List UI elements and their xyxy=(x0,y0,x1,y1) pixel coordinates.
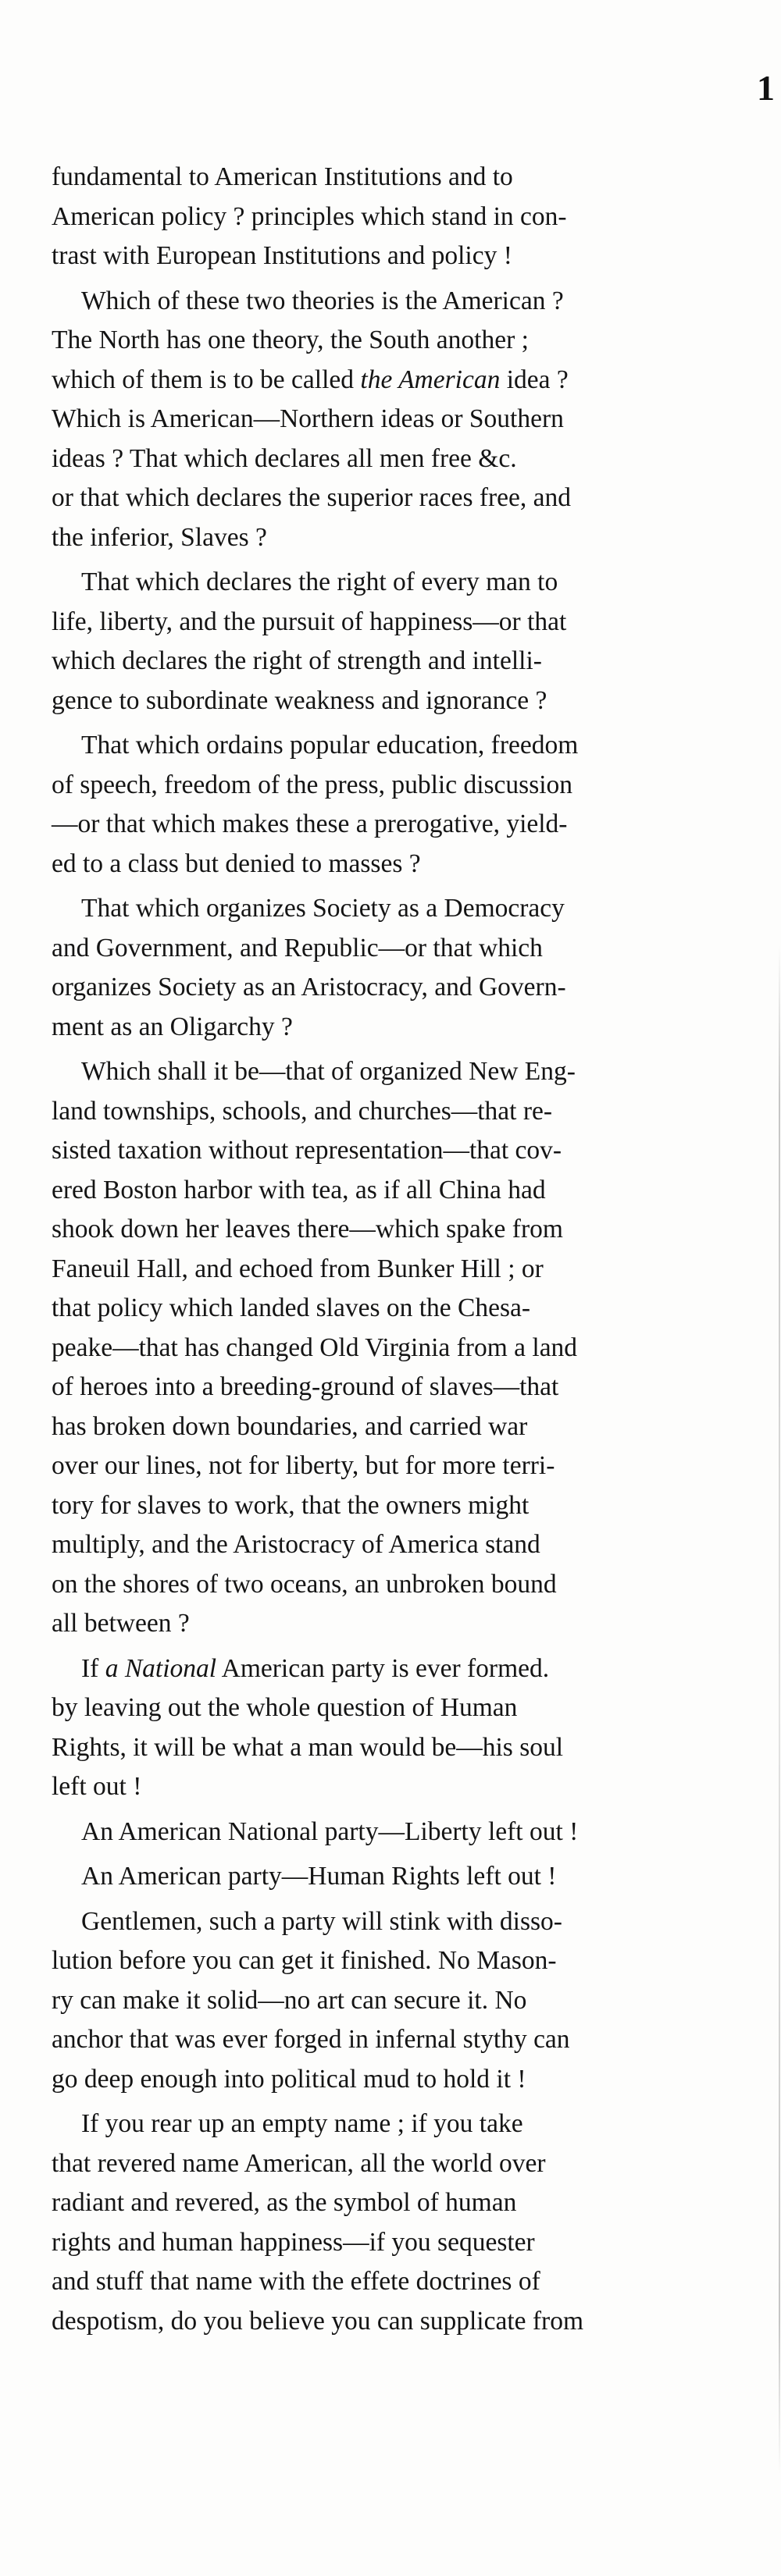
text-line: land townships, schools, and churches—that re- xyxy=(52,1096,553,1126)
text-line: organizes Society as an Aristocracy, and Govern- xyxy=(52,973,566,1002)
page-edge-shadow xyxy=(779,945,780,2475)
page-number: 1 xyxy=(757,68,775,108)
text-line: anchor that was ever forged in infernal stythy can xyxy=(52,2025,570,2054)
text-line: by leaving out the whole question of Human xyxy=(52,1693,518,1722)
text-line: ment as an Oligarchy ? xyxy=(52,1012,293,1041)
paragraph-6 xyxy=(52,1052,769,1644)
paragraph-10 xyxy=(52,1902,769,2100)
paragraph-3 xyxy=(52,563,769,720)
paragraph-4 xyxy=(52,726,769,884)
text-line: on the shores of two oceans, an unbroken bound xyxy=(52,1569,557,1599)
text-line: all between ? xyxy=(52,1609,190,1638)
text-line: of speech, freedom of the press, public discussion xyxy=(52,770,573,799)
text-line: That which declares the right of every man to xyxy=(81,568,558,596)
text-line: ideas ? That which declares all men free &c. xyxy=(52,443,517,473)
paragraph-11 xyxy=(52,2105,769,2341)
text-line: fundamental to American Institutions and to xyxy=(52,162,513,191)
text-line-with-italic: If a National American party is ever formed. xyxy=(81,1653,550,1683)
text-line: tory for slaves to work, that the owners might xyxy=(52,1490,530,1520)
text-line: and Government, and Republic—or that which xyxy=(52,933,543,962)
text-line: and stuff that name with the effete doctrines of xyxy=(52,2267,540,2296)
text-line: the inferior, Slaves ? xyxy=(52,522,267,552)
text-line: left out ! xyxy=(52,1772,142,1801)
text-line: radiant and revered, as the symbol of human xyxy=(52,2188,517,2217)
text-line: over our lines, not for liberty, but for more terri- xyxy=(52,1451,555,1480)
text-line: that policy which landed slaves on the Chesa- xyxy=(52,1293,531,1322)
text-line: despotism, do you believe you can supplicate from xyxy=(52,2306,584,2336)
text-line: ry can make it solid—no art can secure it. No xyxy=(52,1985,527,2015)
text-line: has broken down boundaries, and carried war xyxy=(52,1411,528,1441)
paragraph-7 xyxy=(52,1649,769,1807)
text-line: or that which declares the superior races free, and xyxy=(52,483,572,512)
italic-phrase: a National xyxy=(105,1653,217,1683)
text-line: of heroes into a breeding-ground of slaves—that xyxy=(52,1372,559,1401)
text-line: Rights, it will be what a man would be—his soul xyxy=(52,1732,564,1762)
text-line: go deep enough into political mud to hold it ! xyxy=(52,2064,526,2094)
text-line: rights and human happiness—if you sequester xyxy=(52,2227,535,2257)
italic-phrase: the American xyxy=(360,365,501,394)
text-line: That which organizes Society as a Democracy xyxy=(81,894,565,923)
text-line: lution before you can get it finished. No Mason- xyxy=(52,1946,557,1975)
text-line: gence to subordinate weakness and ignorance ? xyxy=(52,685,547,715)
text-line: Gentlemen, such a party will stink with disso- xyxy=(81,1906,562,1936)
text-line: which declares the right of strength and intelli- xyxy=(52,646,542,675)
text-line: That which ordains popular education, freedom xyxy=(81,731,579,760)
text-line: —or that which makes these a prerogative, yield- xyxy=(52,809,568,838)
text-line: An American party—Human Rights left out ! xyxy=(81,1862,557,1891)
text-line: An American National party—Liberty left out ! xyxy=(81,1816,579,1846)
text-line: peake—that has changed Old Virginia from a land xyxy=(52,1332,578,1362)
paragraph-1 xyxy=(52,158,769,276)
paragraph-2 xyxy=(52,282,769,558)
text-line: Faneuil Hall, and echoed from Bunker Hill ; or xyxy=(52,1254,544,1283)
text-line: trast with European Institutions and policy ! xyxy=(52,241,512,270)
text-line-with-italic: which of them is to be called the American idea ? xyxy=(52,365,569,394)
text-line: Which shall it be—that of organized New Eng- xyxy=(81,1057,576,1086)
text-line: If you rear up an empty name ; if you take xyxy=(81,2109,523,2138)
text-line: multiply, and the Aristocracy of America stand xyxy=(52,1530,540,1559)
text-line: ered Boston harbor with tea, as if all China had xyxy=(52,1175,546,1204)
paragraph-8 xyxy=(52,1813,769,1852)
paragraph-5 xyxy=(52,889,769,1047)
text-line: that revered name American, all the world over xyxy=(52,2148,546,2178)
text-line: shook down her leaves there—which spake from xyxy=(52,1215,563,1244)
text-line: sisted taxation without representation—that cov- xyxy=(52,1136,562,1165)
text-line: Which of these two theories is the American ? xyxy=(81,286,564,315)
text-line: The North has one theory, the South another ; xyxy=(52,326,529,354)
text-line: ed to a class but denied to masses ? xyxy=(52,849,421,878)
paragraph-9 xyxy=(52,1857,769,1897)
text-line: Which is American—Northern ideas or Southern xyxy=(52,404,564,433)
body-text xyxy=(52,158,769,2347)
text-line: American policy ? principles which stand in con- xyxy=(52,201,567,231)
text-line: life, liberty, and the pursuit of happiness—or that xyxy=(52,607,567,636)
